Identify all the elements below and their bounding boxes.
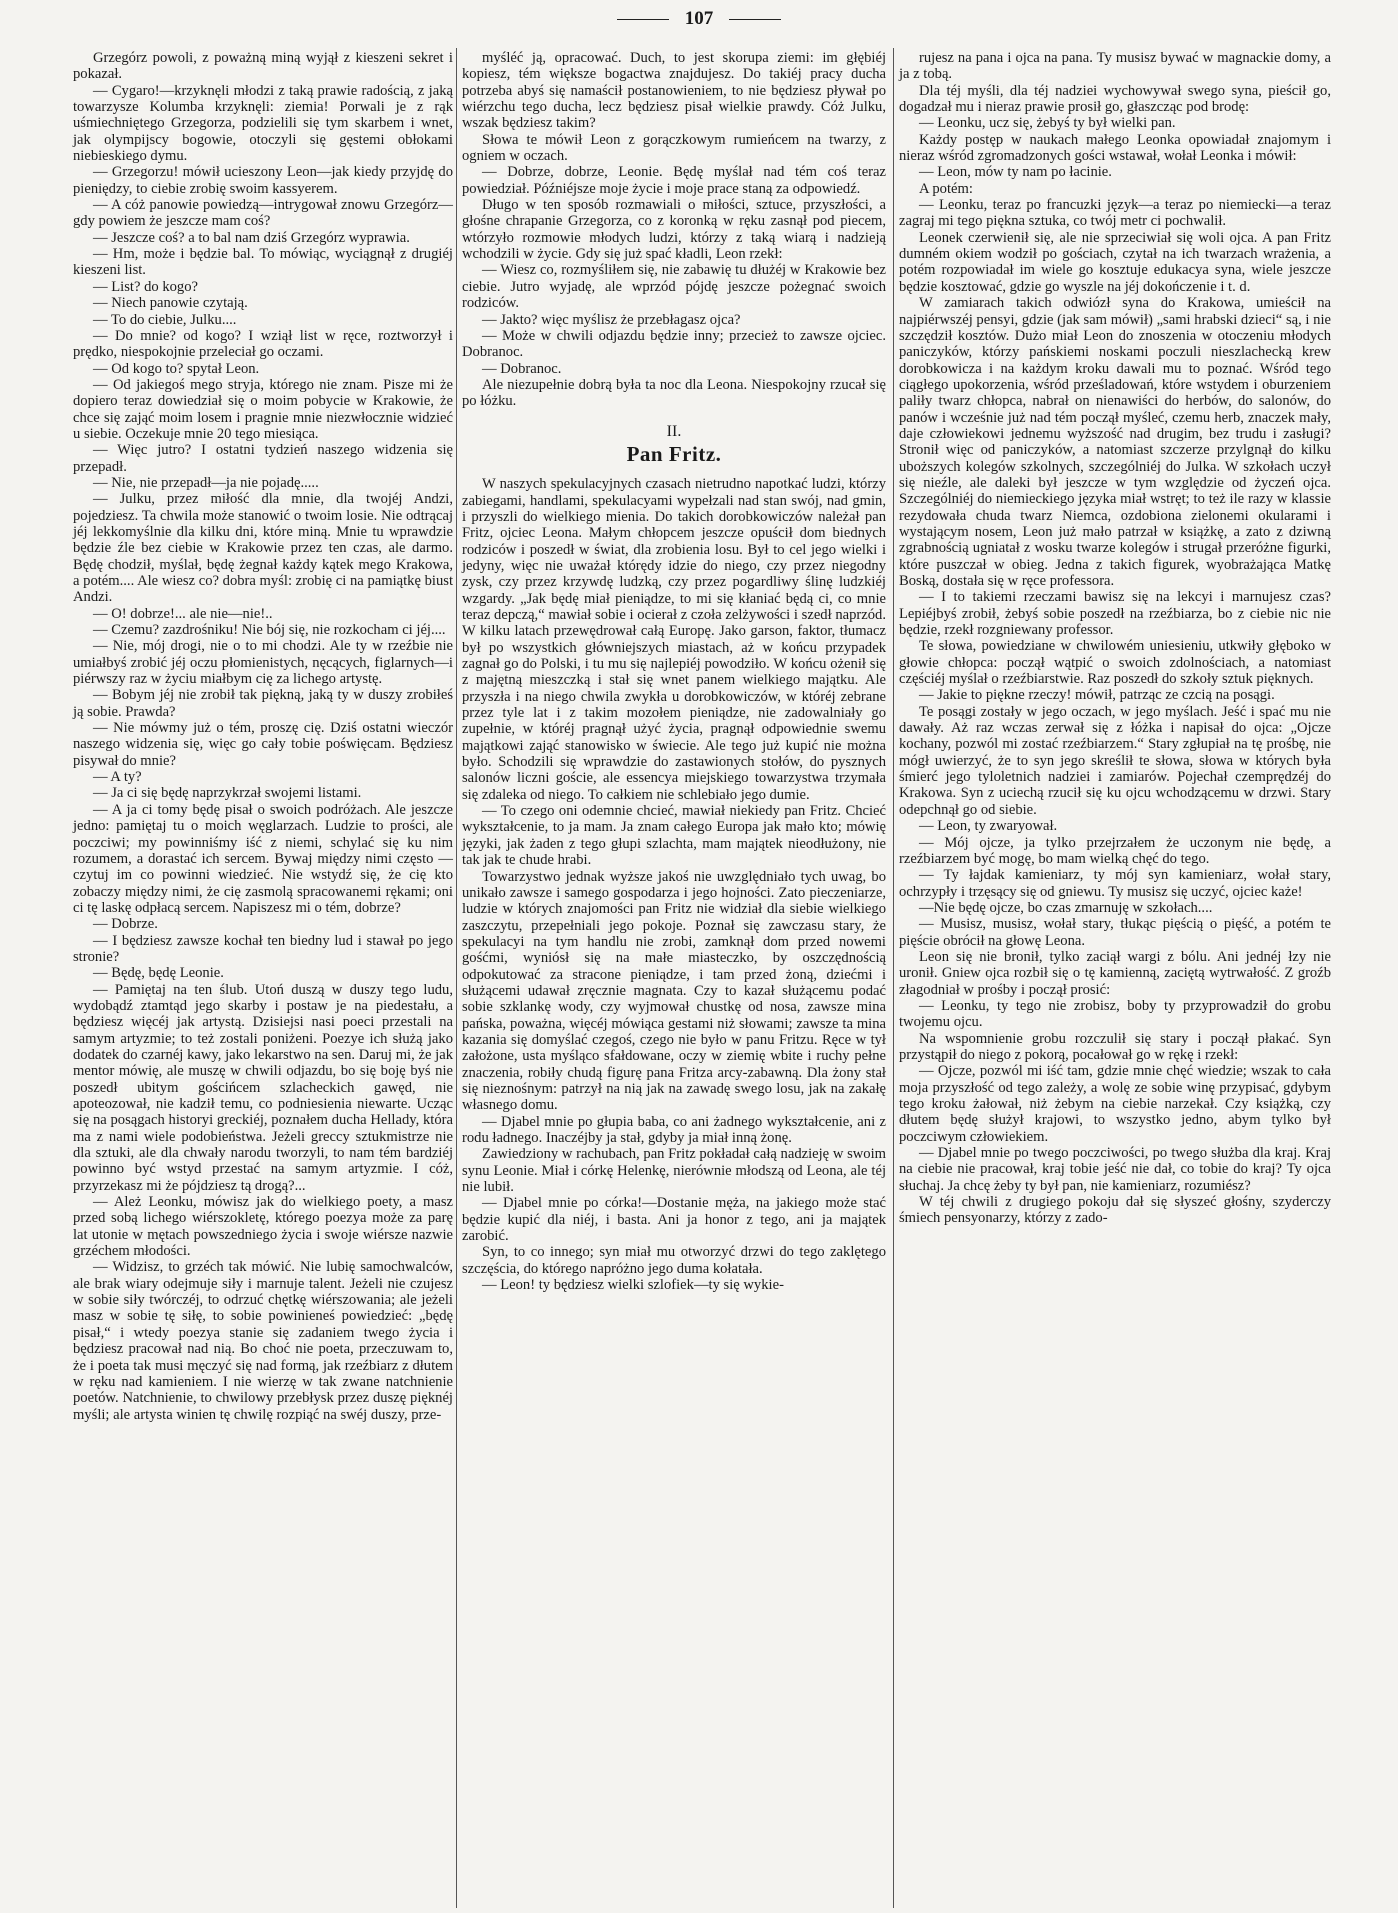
paragraph: — Niech panowie czytają.: [93, 295, 248, 312]
paragraph: — Leonku, ty tego nie zrobisz, boby ty przyprowadził do grobu twojemu ojcu.: [899, 997, 1331, 1031]
text-column-1: [73, 50, 453, 1423]
paragraph: — Cygaro!—krzyknęli młodzi z taką prawie radością, z jaką towarzysze Kolumba krzyknęli: ziemia! Porwali je z rąk uśmiechniętego Grzegorza, podzielili się tym skarbem i wnet, jak olympijscy bogowie, otoczyli się gęstemi obłokami niebieskiego dymu.: [73, 82, 453, 165]
paragraph: — Będę, będę Leonie.: [93, 965, 224, 982]
paragraph: rujesz na pana i ojca na pana. Ty musisz bywać w magnackie domy, a ja z tobą.: [899, 50, 1331, 83]
paragraph: — Nie, nie przepadł—ja nie pojadę.....: [93, 474, 319, 491]
paragraph: — Leon, mów ty nam po łacinie.: [919, 164, 1112, 181]
paragraph: — List? do kogo?: [93, 278, 198, 295]
paragraph: Leon się nie bronił, tylko zaciął wargi z bólu. Ani jednéj łzy nie uronił. Gniew ojca rozbił się o tę kamienną, zaciętą wytrwałość. Z groźb złagodniał w prośby i począł prosić:: [899, 948, 1331, 998]
paragraph: — Djabel mnie po głupia baba, co ani żadnego wykształcenie, ani z rodu ładnego. Inaczéjby ja stał, gdyby ja miał inną żonę.: [462, 1113, 886, 1146]
paragraph: — Grzegorzu! mówił ucieszony Leon—jak kiedy przyjdę do pieniędzy, to ciebie zrobię swoim kassyerem.: [73, 164, 453, 197]
paragraph: W zamiarach takich odwiózł syna do Krakowa, umieścił na najpiérwszéj pensyi, gdzie (jak sam mówił) „sami hrabski dzieci“ są, i nie szczędził kosztów. Dużo miał Leon do znoszenia w otoczeniu młodych paniczyków, którzy pańskiemi noskami poczuli nieszlachecką krew dorobkowicza i na każdym kroku dawali mu to poznać. Wśród tego ciągłego upokorzenia, wśród prześladowań, które wstydem i oburzeniem paliły twarz chłopca, nabrał on nienawiści do herbów, do salonów, do panów i wcześnie już nad tém począł myśleć, czemu herb, znaczek mały, daje człowiekowi jednemu wyższość nad drugim, bez trudu i zasługi? Stronił więc od paniczyków, a natomiast szczerze przylgnął do kilku uboższych kolegów szkolnych, szczególniéj do Julka. W szkołach uczył się nieźle, ale daleki był jeszcze w tym względzie od życzeń ojca. Szczególniéj do niemieckiego języka miał wstręt; to też ile razy w klassie rezydowała chuda twarz Niemca, ozdobiona zielonemi okularami i wystającym nosem, Leon już mało patrzał w książkę, a zato z dziwną zgrabnością ugniatał z wosku twarze kolegów i strugał przeróżne figurki, które puszczał w obieg. Jedna z takich figurek, wyobrażająca Matkę Boską, dostała się w ręce professora.: [899, 295, 1331, 589]
paragraph: myśléć ją, opracować. Duch, to jest skorupa ziemi: im głębiéj kopiesz, tém większe bogactwa znajdujesz. Do takiéj pracy ducha potrzeba abyś się namaścił postanowieniem, to nie będziesz pływał po wiérzchu tego ducha, lecz będziesz pisał wielkie prawdy. Cóż Julku, wszak będziesz takim?: [462, 50, 886, 132]
paragraph: — To czego oni odemnie chcieć, mawiał niekiedy pan Fritz. Chcieć wykształcenie, to ja mam. Ja znam całego Europa jak mało kto; mówię języki, jak żaden z tego głupi szlachta, mam majątek nieodłużony, nie tak jak te chude hrabi.: [462, 803, 886, 869]
paragraph: — Pamiętaj na ten ślub. Utoń duszą w duszy tego ludu, wydobądź ztamtąd jego skarby i postaw je na piedestału, a będziesz więcéj jak artystą. Dzisiejsi nasi poeci przestali na samym artyzmie; to też zostali poniżeni. Poezye ich służą jako dodatek do czarnéj kawy, jako lekarstwo na sen. Daruj mi, że jak mentor mówię, ale muszę w chwili odjazdu, bo się boję byś nie poszedł ubitym gościńcem szlacheckich gawęd, nie apoteozował, nie kadził temu, co podniesienia niewarte. Ucząc się na posągach historyi greckiéj, poznałem ducha Hellady, która ma z nami wiele podobieństwa. Jeżeli greccy sztukmistrze nie dla sztuki, ale dla chwały narodu tworzyli, to nam tém bardziéj powinno być wstyd przestać na samym artyzmie. I cóż, przyrzekasz mi że pójdziesz tą drogą?...: [73, 981, 453, 1194]
paragraph: — Od jakiegoś mego stryja, którego nie znam. Pisze mi że dopiero teraz dowiedział się o moim pobycie w Krakowie, że chce się zająć moim losem i pragnie mnie niezwłocznie widzieć u siebie. Oczekuje mnie 20 tego miesiąca.: [73, 376, 453, 442]
column-divider: [456, 48, 457, 1908]
paragraph: — Czemu? zazdrośniku! Nie bój się, nie rozkocham ci jéj....: [93, 622, 446, 639]
paragraph: Towarzystwo jednak wyższe jakoś nie uwzględniało tych uwag, bo unikało zawsze i samego gospodarza i jego hojności. Zato pieczeniarze, ludzie w których znajomości pan Fritz nie widział dla siebie wielkiego zaszczytu, przepełniali jego pokoje. Poznał się zawczasu stary, że spekulacyi na tym handlu nie zrobi, zamknął dom przed nowemi gośćmi, wyniósł się na małe miasteczko, by oszczędnością odpokutować za stracone pieniądze, i tam przed żoną, dziećmi i służącemi udawał zręcznie magnata. Czy to kazał służącemu podać sobie szklankę wody, czy wyjmował chustkę od nosa, zawsze mina pańska, poważna, więcéj mówiąca gestami niż słowami; zawsze ta mina kazania się domyślać czegoś, czego nie było w panu Fritzu. Ręce w tył założone, usta myśląco sfałdowane, oczy w ziemię wbite i ruchy pełne znaczenia, robiły chudą figurę pana Fritza arcy-zabawną. Dla żony stał się nieznośnym: patrzył na nią jak na zawadę swego losu, jak na zakałę własnego domu.: [462, 868, 886, 1114]
chapter-title: Pan Fritz.: [626, 441, 722, 466]
paragraph: — Jeszcze coś? a to bal nam dziś Grzegórz wyprawia.: [93, 229, 410, 246]
paragraph: — Leon! ty będziesz wielki szlofiek—ty się wykie-: [482, 1277, 784, 1294]
paragraph: — Nie mówmy już o tém, proszę cię. Dziś ostatni wieczór naszego widzenia się, więc go cały tobie poświęcam. Będziesz pisywał do mnie?: [73, 720, 453, 769]
paragraph: — Bobym jéj nie zrobił tak piękną, jaką ty w duszy zrobiłeś ją sobie. Prawda?: [73, 687, 453, 720]
paragraph: — Ty łajdak kamieniarz, ty mój syn kamieniarz, wołał stary, ochrzypły i trzęsący się od gniewu. Ty musisz się uczyć, ojciec każe!: [899, 867, 1331, 900]
paragraph: — I będziesz zawsze kochał ten biedny lud i stawał po jego stronie?: [73, 932, 453, 965]
paragraph: — A cóż panowie powiedzą—intrygował znowu Grzegórz—gdy powiem że jeszcze mam coś?: [73, 197, 453, 230]
paragraph: — Ja ci się będę naprzykrzał swojemi listami.: [93, 785, 362, 802]
paragraph: — Jakto? więc myślisz że przebłagasz ojca?: [482, 311, 741, 328]
paragraph: Ale niezupełnie dobrą była ta noc dla Leona. Niespokojny rzucał się po łóżku.: [462, 376, 886, 410]
paragraph: — Nie, mój drogi, nie o to mi chodzi. Ale ty w rzeźbie nie umiałbyś zrobić jéj oczu płomienistych, nęcących, figlarnych—i piérwszy raz w życiu miałbym cię za lichego artystę.: [73, 638, 453, 688]
paragraph: — Może w chwili odjazdu będzie inny; przecież to zawsze ojciec. Dobranoc.: [462, 327, 886, 361]
paragraph: — Leonku, ucz się, żebyś ty był wielki pan.: [919, 115, 1176, 132]
paragraph: Syn, to co innego; syn miał mu otworzyć drzwi do tego zaklętego szczęścia, do którego napróżno jego duma kołatała.: [462, 1244, 886, 1277]
paragraph: — O! dobrze!... ale nie—nie!..: [93, 605, 273, 622]
header-rule-left: [617, 19, 669, 20]
header-rule-right: [729, 19, 781, 20]
paragraph: — Musisz, musisz, wołał stary, tłukąc pięścią o pięść, a potém te pięście obrócił na głowę Leona.: [899, 916, 1331, 949]
paragraph: — Od kogo to? spytał Leon.: [93, 360, 260, 377]
paragraph: — Mój ojcze, ja tylko przejrzałem że uczonym nie będę, a rzeźbiarzem być mogę, bo mam wielką chęć do tego.: [899, 834, 1331, 867]
paragraph: Na wspomnienie grobu rozczulił się stary i począł płakać. Syn przystąpił do niego z pokorą, pocałował go w rękę i rzekł:: [899, 1030, 1331, 1063]
chapter-number: II.: [666, 422, 682, 440]
paragraph: — Leon, ty zwaryował.: [919, 818, 1058, 835]
paragraph: Te słowa, powiedziane w chwilowém uniesieniu, utkwiły głęboko w głowie chłopca: począł wątpić o swoich zdolnościach, a natomiast częściéj myślał o rzeźbiarstwie. Raz poszedł do szkoły sztuk pięknych.: [899, 638, 1331, 688]
paragraph: Dla téj myśli, dla téj nadziei wychowywał swego syna, pieścił go, dogadzał mu i nieraz prawie prosił go, głaszcząc pod brodę:: [899, 82, 1331, 116]
paragraph: — Djabel mnie po twego poczciwości, po twego służba dla kraj. Kraj na ciebie nie pracował, kraj tobie jeść nie dał, co tobie do kraj? Ty ojca słuchaj. Ja chcę żeby ty był pan, nie kamieniarz, rozumiész?: [899, 1145, 1331, 1194]
column-divider: [893, 48, 894, 1908]
paragraph: — Ależ Leonku, mówisz jak do wielkiego poety, a masz przed sobą lichego wiérszokletę, którego poezya może za parę lat utonie w mętach powszedniego życia i swoje wiérsze nazwie grzéchem młodości.: [73, 1194, 453, 1260]
paragraph: — Dobrze, dobrze, Leonie. Będę myślał nad tém coś teraz powiedział. Późniéjsze moje życie i moje prace staną za odpowiedź.: [462, 164, 886, 197]
paragraph: — Ojcze, pozwól mi iść tam, gdzie mnie chęć wiedzie; wszak to cała moja przyszłość od tego zależy, a wolę ze sobie winę przypisać, gdybym tego kroku żałował, niż żebym na ciebie narzekał. Czy książką, czy dłutem będę służył krajowi, to wszystko jedno, abym tylko był poczciwym człowiekiem.: [899, 1063, 1331, 1145]
paragraph: Te posągi zostały w jego oczach, w jego myślach. Jeść i spać mu nie dawały. Aż raz wczas zerwał się z łóżka i napisał do ojca: „Ojcze kochany, pozwól mi zostać rzeźbiarzem.“ Stary zgłupiał na tę prośbę, nie mógł uwierzyć, że to syn jego skreślił te słowa, słowa w których była śmierć jego tyloletnich nadziei i zamiarów. Pojechał czemprędzéj do Krakowa. Syn z uciechą rzucił się ku ojcu wchodzącemu w drzwi. Stary odepchnął go od siebie.: [899, 703, 1331, 818]
paragraph: — Julku, przez miłość dla mnie, dla twojéj Andzi, pojedziesz. Ta chwila może stanowić o twoim losie. Nie odtrącaj jéj lekkomyślnie dla kilku dni, które miną. Mnie tu wprawdzie będzie źle bez ciebie w Krakowie przez ten czas, ale darmo. Będę chodził, myślał, będę żegnał każdy kątek mego Krakowa, a potém.... Ale wiesz co? dobra myśl: zrobię ci na pamiątkę biust Andzi.: [73, 491, 453, 606]
paragraph: — Widzisz, to grzéch tak mówić. Nie lubię samochwalców, ale brak wiary odejmuje siły i marnuje talent. Jeżeli nie czujesz w sobie siły twórczéj, to odrzuć chętkę wiérszowania; ale jeżeli masz w sobie tę siłę, to sobie powinieneś powiedzieć: „będę pisał,“ i wtedy poezya stanie się zadaniem twego życia i będziesz pracował nad nią. Bo choć nie poeta, przeczuwam to, że i poeta tak musi męczyć się nad formą, jak rzeźbiarz z dłutem w ręku nad kamieniem. I nie wierzę w tak zwane natchnienie poetów. Natchnienie, to chwilowy przebłysk przez duszę pięknéj myśli; ale artysta winien tę chwilę rozpiąć na swéj duszy, prze-: [73, 1259, 453, 1423]
paragraph: — A ja ci tomy będę pisał o swoich podróżach. Ale jeszcze jedno: pamiętaj tu o moich węglarzach. Ludzie to prości, ale poczciwi; my powinniśmy iść z niemi, schylać się ku nim rozumem, a dorastać ich sercem. Bywaj między nimi często — czytuj im co powinni wiedzieć. Nie wstydź się, że cię kto zobaczy między nimi, że cię zasmolą spracowanemi rękami; oni ci tę laskę odpłacą sercem. Napiszesz mi o tém, dobrze?: [73, 801, 453, 916]
paragraph: A potém:: [919, 180, 973, 197]
paragraph: Grzegórz powoli, z poważną miną wyjął z kieszeni sekret i pokazał.: [73, 50, 453, 83]
page-number: 107: [684, 8, 714, 29]
paragraph: W naszych spekulacyjnych czasach nietrudno napotkać ludzi, którzy zabiegami, handlami, spekulacyami wypełzali nad stan swój, nad gmin, i przyszli do wielkiego mienia. Do takich dorobkowiczów należał pan Fritz, ojciec Leona. Małym chłopcem jeszcze opuścił dom biednych rodziców i poszedł w świat, dla zrobienia losu. Był to cel jego wielki i jedyny, więc nie uważał którędy idzie do niego, czy przez niegodny zysk, czy przez krzywdę ludzką, czy przez pogardliwy ślinę ludzkiéj wzgardy. „Jak będę miał pieniądze, to mi się kłaniać będą ci, co mnie teraz depczą,“ mawiał sobie i ocierał z czoła zelżywości i szedł naprzód. W kilku latach przewędrował całą Europę. Jako garson, faktor, tłumacz był po wszystkich główniejszych miastach, aż w końcu przypadek zagnał go do Polski, i tu mu się najlepiéj powodziło. W końcu ożenił się z majętną mieszczką i stał się wnet panem wielkiego majątku. Ale przyszła i na niego chwila zwykła u dorobkowiczów, w któréj zebrane przez tyle lat i z takim mozołem pieniądze, nie zadowalniały go zupełnie, w któréj pragnął użyć życia, pragnął odpowiednie swemu majątkowi zająć stanowisko w świecie. Ale tego już kupić nie można było. Schodzili się wprawdzie do zastawionych stołów, do pysznych salonów liczni goście, ale essencya miejskiego towarzystwa trzymała się zdaleka od niego. To całkiem nie schlebiało jego dumie.: [462, 476, 886, 803]
text-column-3: [899, 50, 1331, 1227]
paragraph: Leonek czerwienił się, ale nie sprzeciwiał się woli ojca. A pan Fritz dumném okiem wodził po gościach, czytał na ich twarzach wrażenia, a potém rozpowiadał im wiele go kosztuje edukacya syna, wiele jeszcze będzie kosztować, gdzie go wyszle na jéj dokończenie i t. d.: [899, 229, 1331, 295]
paragraph: Długo w ten sposób rozmawiali o miłości, sztuce, przyszłości, a głośne chrapanie Grzegorza, co z koronką w ręku zasnął pod piecem, wtórzyło rozmowie młodych ludzi, którzy z taką wiarą i nadzieją wchodzili w życie. Gdy się już spać kładli, Leon rzekł:: [462, 197, 886, 263]
paragraph: — Dobranoc.: [482, 360, 562, 377]
paragraph: — To do ciebie, Julku....: [93, 311, 237, 328]
paragraph: Słowa te mówił Leon z gorączkowym rumieńcem na twarzy, z ogniem w oczach.: [462, 131, 886, 165]
paragraph: — Jakie to piękne rzeczy! mówił, patrząc ze czcią na posągi.: [919, 687, 1275, 704]
text-column-2: [462, 50, 886, 1293]
paragraph: — A ty?: [93, 769, 142, 786]
paragraph: — Do mnie? od kogo? I wziął list w ręce, roztworzył i prędko, niespokojnie przeleciał go oczami.: [73, 327, 453, 361]
paragraph: — Leonku, teraz po francuzki język—a teraz po niemiecki—a teraz zagraj mi tego piękna sztuka, co twój metr ci pochwalił.: [899, 197, 1331, 230]
page-header: [0, 8, 1398, 30]
paragraph: — I to takiemi rzeczami bawisz się na lekcyi i marnujesz czas? Lepiéjbyś zrobił, żebyś sobie poszedł na rzeźbiarza, bo z ciebie nic nie będzie, rzekł rozgniewany professor.: [899, 589, 1331, 639]
paragraph: Zawiedziony w rachubach, pan Fritz pokładał całą nadzieję w swoim synu Leonie. Miał i córkę Helenkę, nierównie młodszą od Leona, ale téj nie lubił.: [462, 1146, 886, 1196]
paragraph: — Wiesz co, rozmyśliłem się, nie zabawię tu dłużéj w Krakowie bez ciebie. Jutro wyjadę, ale wprzód pójdę jeszcze pożegnać swoich rodziców.: [462, 262, 886, 312]
paragraph: W téj chwili z drugiego pokoju dał się słyszeć głośny, szyderczy śmiech pensyonarzy, którzy z zado-: [899, 1194, 1331, 1227]
paragraph: — Hm, może i będzie bal. To mówiąc, wyciągnął z drugiéj kieszeni list.: [73, 246, 453, 279]
paragraph: — Więc jutro? I ostatni tydzień naszego widzenia się przepadł.: [73, 442, 453, 475]
paragraph: — Dobrze.: [93, 916, 158, 933]
paragraph: — Djabel mnie po córka!—Dostanie męża, na jakiego może stać będzie kupić dla niéj, i basta. Ani ja honor z tego, ani ja majątek zarobić.: [462, 1195, 886, 1245]
paragraph: —Nie będę ojcze, bo czas zmarnuję w szkołach....: [919, 899, 1213, 916]
paragraph: Każdy postęp w naukach małego Leonka opowiadał znajomym i nieraz wśród zgromadzonych gości wstawał, wołał Leonka i mówił:: [899, 131, 1331, 165]
